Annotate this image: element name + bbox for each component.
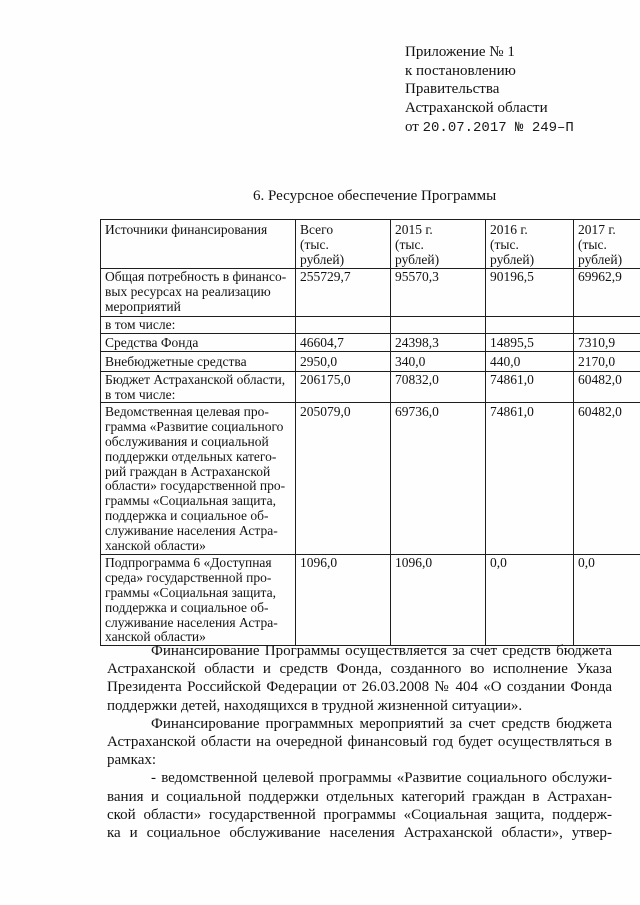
cell-total: 46604,7 [296, 333, 391, 351]
paragraph-line: ка и социальное обслуживание населения Астраханской области», утвер- [107, 824, 612, 841]
appendix-government: Правительства [405, 81, 500, 98]
table-row-including [101, 317, 640, 334]
date-prefix: от [405, 118, 419, 135]
table-row-fund [101, 333, 640, 351]
paragraph-line: поддержки детей, находящихся в трудной жизненной ситуации». [107, 697, 523, 714]
table-body [101, 269, 640, 646]
cell-2015: 70832,0 [391, 371, 486, 403]
column-header-source: Источники финансирования [101, 220, 296, 269]
paragraph-line: - ведомственной целевой программы «Развитие социального обслужи- [151, 770, 612, 787]
column-header-2017: 2017 г. (тыс. рублей) [574, 220, 640, 269]
table-row-extrabudgetary [101, 351, 640, 371]
section-title: 6. Ресурсное обеспечение Программы [253, 188, 497, 204]
empty-cell [391, 317, 486, 334]
empty-cell [296, 317, 391, 334]
column-header-total: Всего (тыс. рублей) [296, 220, 391, 269]
date-stamp: 20.07.2017 № 249–П [422, 119, 574, 136]
cell-total: 206175,0 [296, 371, 391, 403]
cell-2016: 14895,5 [486, 333, 574, 351]
table-header-row [101, 220, 640, 269]
cell-2015: 340,0 [391, 351, 486, 371]
appendix-header [405, 43, 574, 136]
row-label: Подпрограмма 6 «Доступная среда» государственной про- граммы «Социальная защита, поддержка и социальное об- служивание населения Астра- ханской области» [101, 555, 296, 646]
row-label: Внебюджетные средства [101, 351, 296, 371]
row-label: Средства Фонда [101, 333, 296, 351]
empty-cell [486, 317, 574, 334]
empty-cell [574, 317, 640, 334]
cell-2017: 69962,9 [574, 269, 640, 317]
cell-2016: 90196,5 [486, 269, 574, 317]
row-label: Общая потребность в финансо- вых ресурсах на реализацию мероприятий [101, 269, 296, 317]
column-header-2016: 2016 г. (тыс. рублей) [486, 220, 574, 269]
cell-2015: 1096,0 [391, 555, 486, 646]
cell-total: 255729,7 [296, 269, 391, 317]
paragraph-departmental-program [107, 769, 612, 842]
table-row-regional-budget [101, 371, 640, 403]
cell-2017: 60482,0 [574, 371, 640, 403]
paragraph-budget-framework [107, 715, 612, 770]
resource-table [100, 219, 640, 646]
row-label: в том числе: [101, 317, 296, 334]
cell-2016: 74861,0 [486, 371, 574, 403]
cell-2017: 60482,0 [574, 403, 640, 555]
paragraph-line: Финансирование программных мероприятий за счет средств бюджета [151, 715, 612, 732]
paragraph-line: вания и социальной поддержки отдельных категорий граждан в Астрахан- [107, 788, 612, 805]
column-header-2015: 2015 г. (тыс. рублей) [391, 220, 486, 269]
paragraph-line: ской области» государственной программы «Социальная защита, поддерж- [107, 806, 612, 823]
paragraph-line: Астраханской области и средств Фонда, созданного во исполнение Указа [107, 661, 612, 678]
table-row-departmental-program [101, 403, 640, 555]
cell-2015: 69736,0 [391, 403, 486, 555]
cell-2017: 2170,0 [574, 351, 640, 371]
paragraph-line: Президента Российской Федерации от 26.03.2008 № 404 «О создании Фонда [107, 679, 612, 696]
row-label: Бюджет Астраханской области, в том числе: [101, 371, 296, 403]
cell-total: 2950,0 [296, 351, 391, 371]
table-row-total-need [101, 269, 640, 317]
paragraph-funding-sources [107, 642, 612, 715]
appendix-resolution: к постановлению [405, 62, 516, 79]
cell-total: 205079,0 [296, 403, 391, 555]
cell-2016: 440,0 [486, 351, 574, 371]
cell-total: 1096,0 [296, 555, 391, 646]
cell-2015: 95570,3 [391, 269, 486, 317]
appendix-region: Астраханской области [405, 100, 548, 117]
cell-2017: 7310,9 [574, 333, 640, 351]
cell-2016: 0,0 [486, 555, 574, 646]
table-head [101, 220, 640, 269]
cell-2016: 74861,0 [486, 403, 574, 555]
cell-2015: 24398,3 [391, 333, 486, 351]
paragraph-line: Астраханской области на очередной финансовый год будет осуществляться в [107, 733, 612, 750]
appendix-date-line [405, 118, 574, 137]
row-label: Ведомственная целевая про- грамма «Развитие социального обслуживания и социальной поддержки отдельных катего- рий граждан в Астраханской области» государственной про- граммы «Социальная защита, поддержка и социальное об- служивание населения Астра- ханской области» [101, 403, 296, 555]
paragraph-line: Финансирование Программы осуществляется за счет средств бюджета [151, 643, 612, 659]
paragraph-line: рамках: [107, 752, 157, 769]
body-text [107, 642, 612, 842]
table-row-subprogram-6 [101, 555, 640, 646]
appendix-number: Приложение № 1 [405, 44, 515, 60]
cell-2017: 0,0 [574, 555, 640, 646]
